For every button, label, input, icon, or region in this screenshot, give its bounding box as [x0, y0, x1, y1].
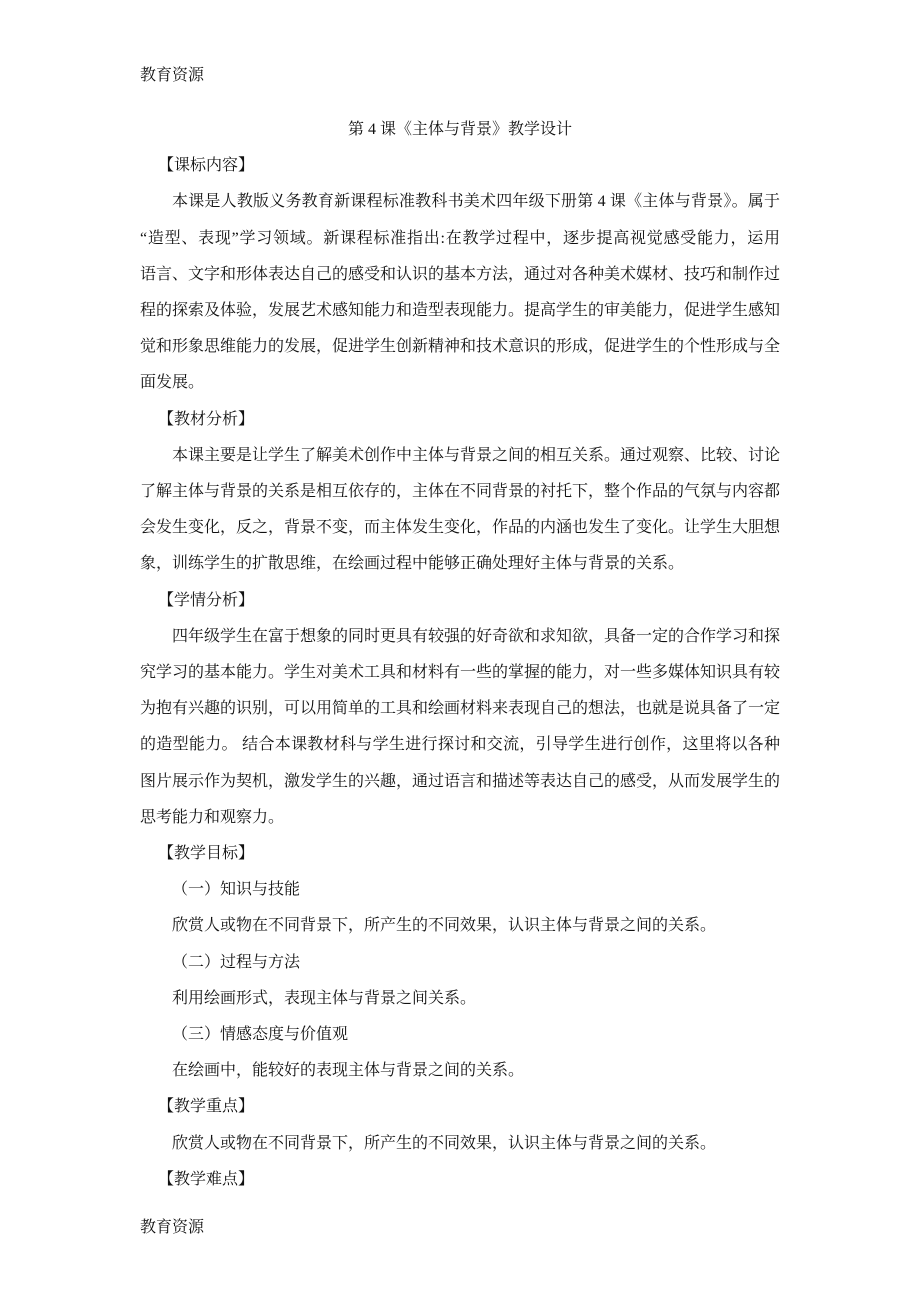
paragraph-line: 了解主体与背景的关系是相互依存的，主体在不同背景的衬托下，整个作品的气氛与内容都 [140, 483, 781, 501]
section-heading: （三）情感态度与价值观 [172, 1026, 349, 1044]
section-heading: 【课标内容】 [158, 157, 255, 175]
paragraph-line: 究学习的基本能力。学生对美术工具和材料有一些的掌握的能力，对一些多媒体知识具有较 [140, 664, 781, 682]
section-heading: （二）过程与方法 [172, 953, 301, 971]
paragraph-line: 图片展示作为契机，激发学生的兴趣，通过语言和描述等表达自己的感受，从而发展学生的 [140, 772, 781, 790]
section-heading: 【教学难点】 [158, 1170, 255, 1188]
paragraph-line: 会发生变化，反之，背景不变，而主体发生变化，作品的内涵也发生了变化。让学生大胆想 [140, 519, 781, 537]
paragraph-line: 在绘画中，能较好的表现主体与背景之间的关系。 [172, 1062, 525, 1080]
section-heading: 【教学目标】 [158, 845, 255, 863]
section-heading: （一）知识与技能 [172, 881, 301, 899]
section-heading: 【教材分析】 [158, 410, 255, 428]
paragraph-line: 思考能力和观察力。 [140, 808, 285, 826]
paragraph-line: “造型、表现”学习领域。新课程标准指出:在教学过程中，逐步提高视觉感受能力，运用 [140, 229, 780, 247]
paragraph-line: 利用绘画形式，表现主体与背景之间关系。 [172, 989, 477, 1007]
paragraph-line: 欣赏人或物在不同背景下，所产生的不同效果，认识主体与背景之间的关系。 [172, 1134, 717, 1152]
paragraph-line: 象，训练学生的扩散思维，在绘画过程中能够正确处理好主体与背景的关系。 [140, 555, 685, 573]
paragraph-line: 程的探索及体验，发展艺术感知能力和造型表现能力。提高学生的审美能力，促进学生感知 [140, 302, 781, 320]
section-heading: 【学情分析】 [158, 591, 255, 609]
page-header: 教育资源 [140, 67, 205, 84]
document-body [140, 112, 780, 1198]
paragraph-line: 本课是人教版义务教育新课程标准教科书美术四年级下册第 4 课《主体与背景》。属于 [172, 193, 780, 211]
page-footer: 教育资源 [140, 1219, 205, 1236]
paragraph-line: 的造型能力。 结合本课教材科与学生进行探讨和交流，引导学生进行创作，这里将以各种 [140, 736, 780, 754]
paragraph-line: 面发展。 [140, 374, 205, 392]
paragraph-line: 欣赏人或物在不同背景下，所产生的不同效果，认识主体与背景之间的关系。 [172, 917, 717, 935]
paragraph-line: 四年级学生在富于想象的同时更具有较强的好奇欲和求知欲，具备一定的合作学习和探 [172, 627, 781, 645]
paragraph-line: 语言、文字和形体表达自己的感受和认识的基本方法，通过对各种美术媒材、技巧和制作过 [140, 265, 781, 283]
paragraph-line: 本课主要是让学生了解美术创作中主体与背景之间的相互关系。通过观察、比较、讨论 [172, 446, 781, 464]
paragraph-line: 为抱有兴趣的识别，可以用简单的工具和绘画材料来表现自己的想法，也就是说具备了一定 [140, 700, 781, 718]
paragraph-line: 觉和形象思维能力的发展，促进学生创新精神和技术意识的形成，促进学生的个性形成与全 [140, 338, 781, 356]
document-title: 第 4 课《主体与背景》教学设计 [347, 121, 572, 138]
section-heading: 【教学重点】 [158, 1098, 255, 1116]
